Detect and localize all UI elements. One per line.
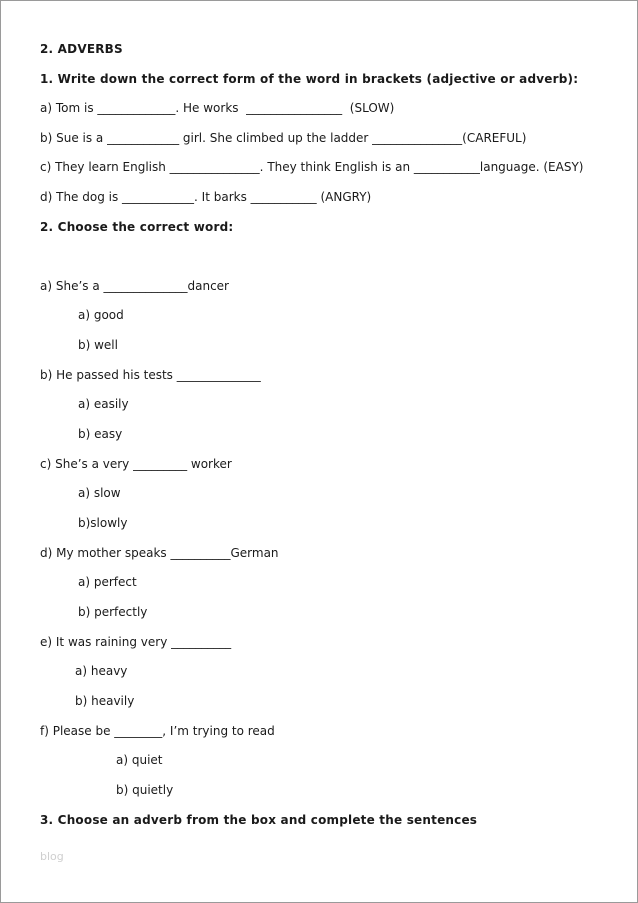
answer-option: a) perfect [78, 575, 137, 589]
answer-option: b) quietly [116, 783, 174, 797]
section2-instruction: 2. Choose the correct word: [40, 220, 234, 234]
answer-option: a) good [78, 308, 124, 322]
question: e) It was raining very __________ [40, 635, 232, 649]
exercise-item: d) The dog is ____________. It barks ___________ (ANGRY) [40, 190, 372, 204]
answer-option: b) perfectly [78, 605, 148, 619]
question: a) She’s a ______________dancer [40, 279, 229, 293]
exercise-item: c) They learn English _______________. They think English is an ___________language. (EASY) [40, 160, 584, 174]
answer-option: b)slowly [78, 516, 128, 530]
page-title: 2. ADVERBS [40, 42, 123, 56]
answer-option: b) well [78, 338, 118, 352]
answer-option: a) slow [78, 486, 121, 500]
watermark: blog [40, 850, 64, 863]
exercise-item: a) Tom is _____________. He works ________________ (SLOW) [40, 101, 395, 115]
answer-option: b) heavily [75, 694, 135, 708]
answer-option: a) quiet [116, 753, 163, 767]
answer-option: b) easy [78, 427, 123, 441]
question: c) She’s a very _________ worker [40, 457, 232, 471]
question: f) Please be ________, I’m trying to read [40, 724, 275, 738]
answer-option: a) easily [78, 397, 129, 411]
answer-option: a) heavy [75, 664, 128, 678]
exercise-item: b) Sue is a ____________ girl. She climbed up the ladder _______________(CAREFUL) [40, 131, 527, 145]
section3-instruction: 3. Choose an adverb from the box and complete the sentences [40, 813, 478, 827]
question: d) My mother speaks __________German [40, 546, 279, 560]
section1-instruction: 1. Write down the correct form of the word in brackets (adjective or adverb): [40, 72, 579, 86]
question: b) He passed his tests ______________ [40, 368, 261, 382]
